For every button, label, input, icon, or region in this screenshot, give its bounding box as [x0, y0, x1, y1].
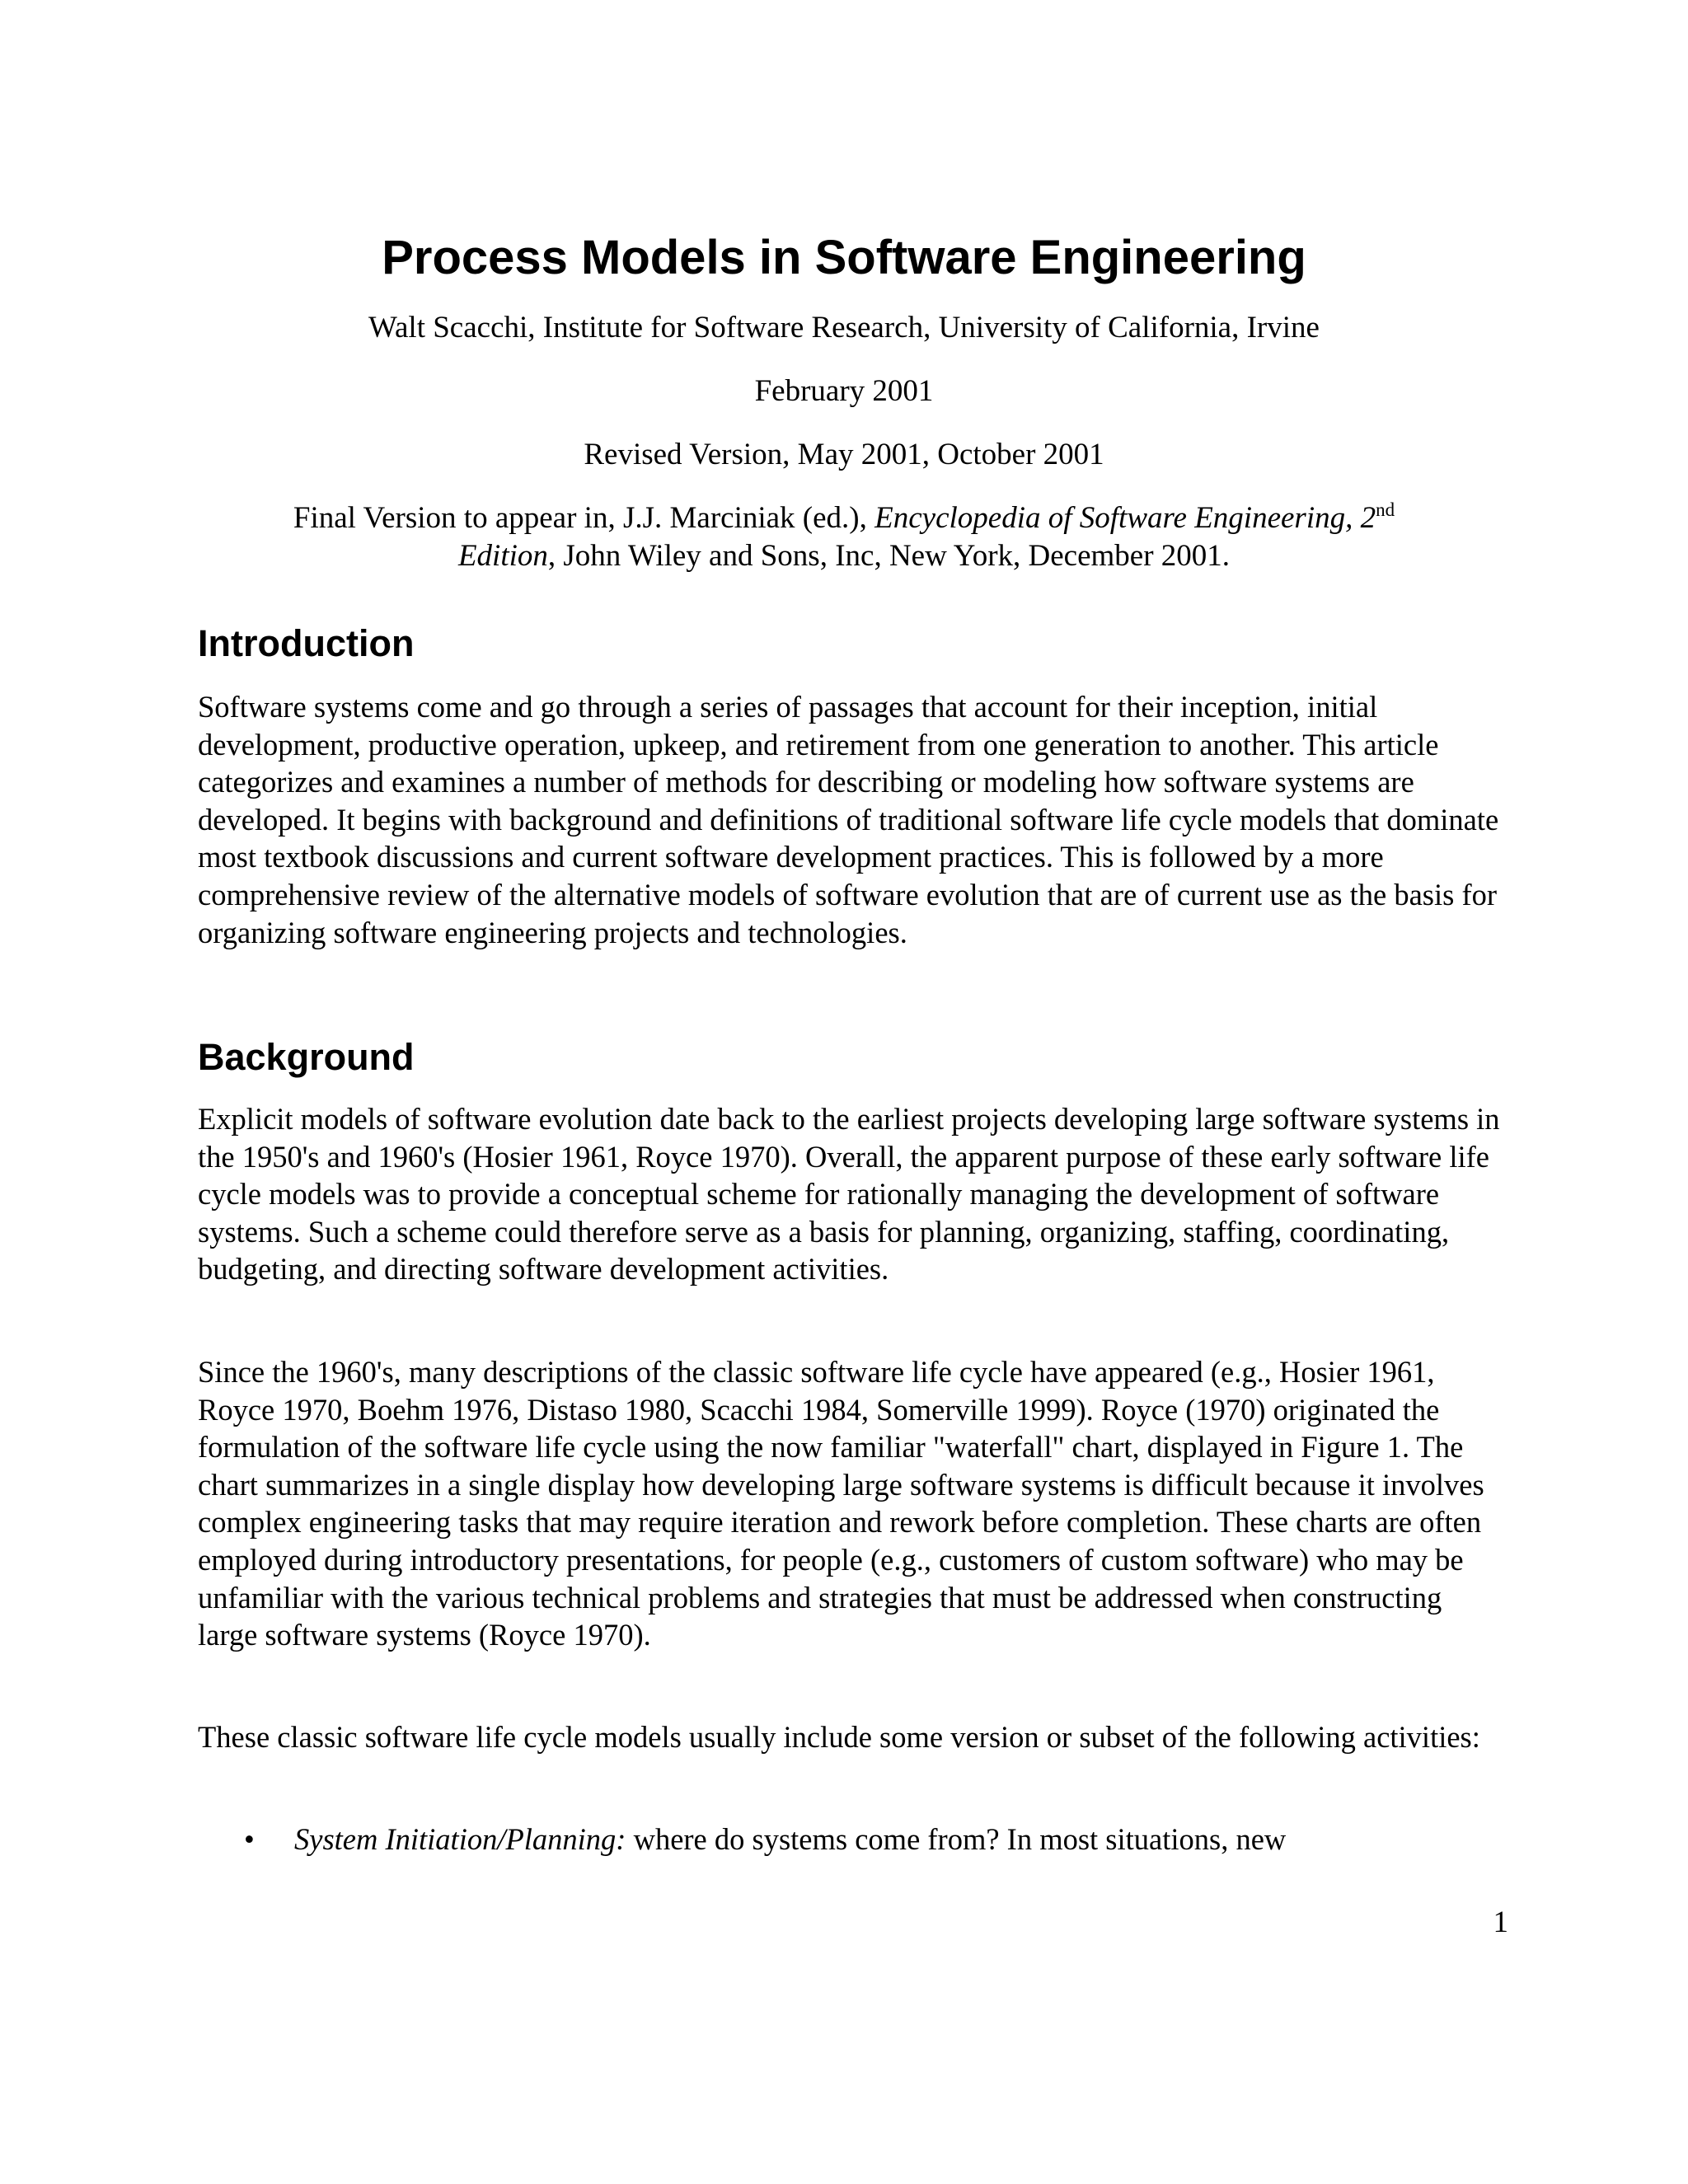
bullet-marker: • [244, 1822, 255, 1856]
publication-suffix: , John Wiley and Sons, Inc, New York, December 2001. [547, 539, 1231, 573]
background-heading: Background [198, 1036, 415, 1078]
list-item-text [294, 1821, 1489, 1858]
edition-word: Edition [457, 539, 548, 573]
publication-note [198, 499, 1490, 575]
list-item-description: where do systems come from? In most situations, new [626, 1822, 1287, 1856]
background-paragraph-2: Since the 1960's, many descriptions of the classic software life cycle have appeared (e.g., Hosier 1961, Royce 1970, Boehm 1976, Distaso 1980, Scacchi 1984, Somerville 1999). Royce (1970) originated the formulation of the software life cycle using the now familiar "waterfall" chart, displayed in Figure 1. The chart summarizes in a single display how developing large software systems is difficult because it involves complex engineering tasks that may require iteration and rework before completion. These charts are often employed during introductory presentations, for people (e.g., customers of custom software) who may be unfamiliar with the various technical problems and strategies that must be addressed when constructing large software systems (Royce 1970). [198, 1355, 1484, 1652]
edition-superscript: nd [1376, 499, 1395, 520]
introduction-paragraph: Software systems come and go through a series of passages that account for their inception, initial development, productive operation, upkeep, and retirement from one generation to another. This article categorizes and examines a number of methods for describing or modeling how software systems are developed. It begins with background and definitions of traditional software life cycle models that dominate most textbook discussions and current software development practices. This is followed by a more comprehensive review of the alternative models of software evolution that are of current use as the basis for organizing software engineering projects and technologies. [198, 690, 1499, 949]
encyclopedia-title: Encyclopedia of Software Engineering, 2 [874, 501, 1376, 535]
revision-note: Revised Version, May 2001, October 2001 [584, 438, 1104, 471]
background-paragraph-1: Explicit models of software evolution date back to the earliest projects developing large software systems in the 1950's and 1960's (Hosier 1961, Royce 1970). Overall, the apparent purpose of these early software life cycle models was to provide a conceptual scheme for rationally managing the development of software systems. Such a scheme could therefore serve as a basis for planning, organizing, staffing, coordinating, budgeting, and directing software development activities. [198, 1102, 1500, 1286]
page-number: 1 [1493, 1905, 1508, 1939]
paper-title: Process Models in Software Engineering [382, 231, 1306, 284]
introduction-heading: Introduction [198, 622, 415, 664]
publication-date: February 2001 [754, 374, 934, 408]
list-item-term: System Initiation/Planning: [294, 1822, 626, 1856]
author-affiliation: Walt Scacchi, Institute for Software Research, University of California, Irvine [368, 311, 1320, 344]
publication-prefix: Final Version to appear in, J.J. Marciniak (ed.), [293, 501, 875, 535]
background-paragraph-3: These classic software life cycle models usually include some version or subset of the following activities: [198, 1720, 1480, 1754]
